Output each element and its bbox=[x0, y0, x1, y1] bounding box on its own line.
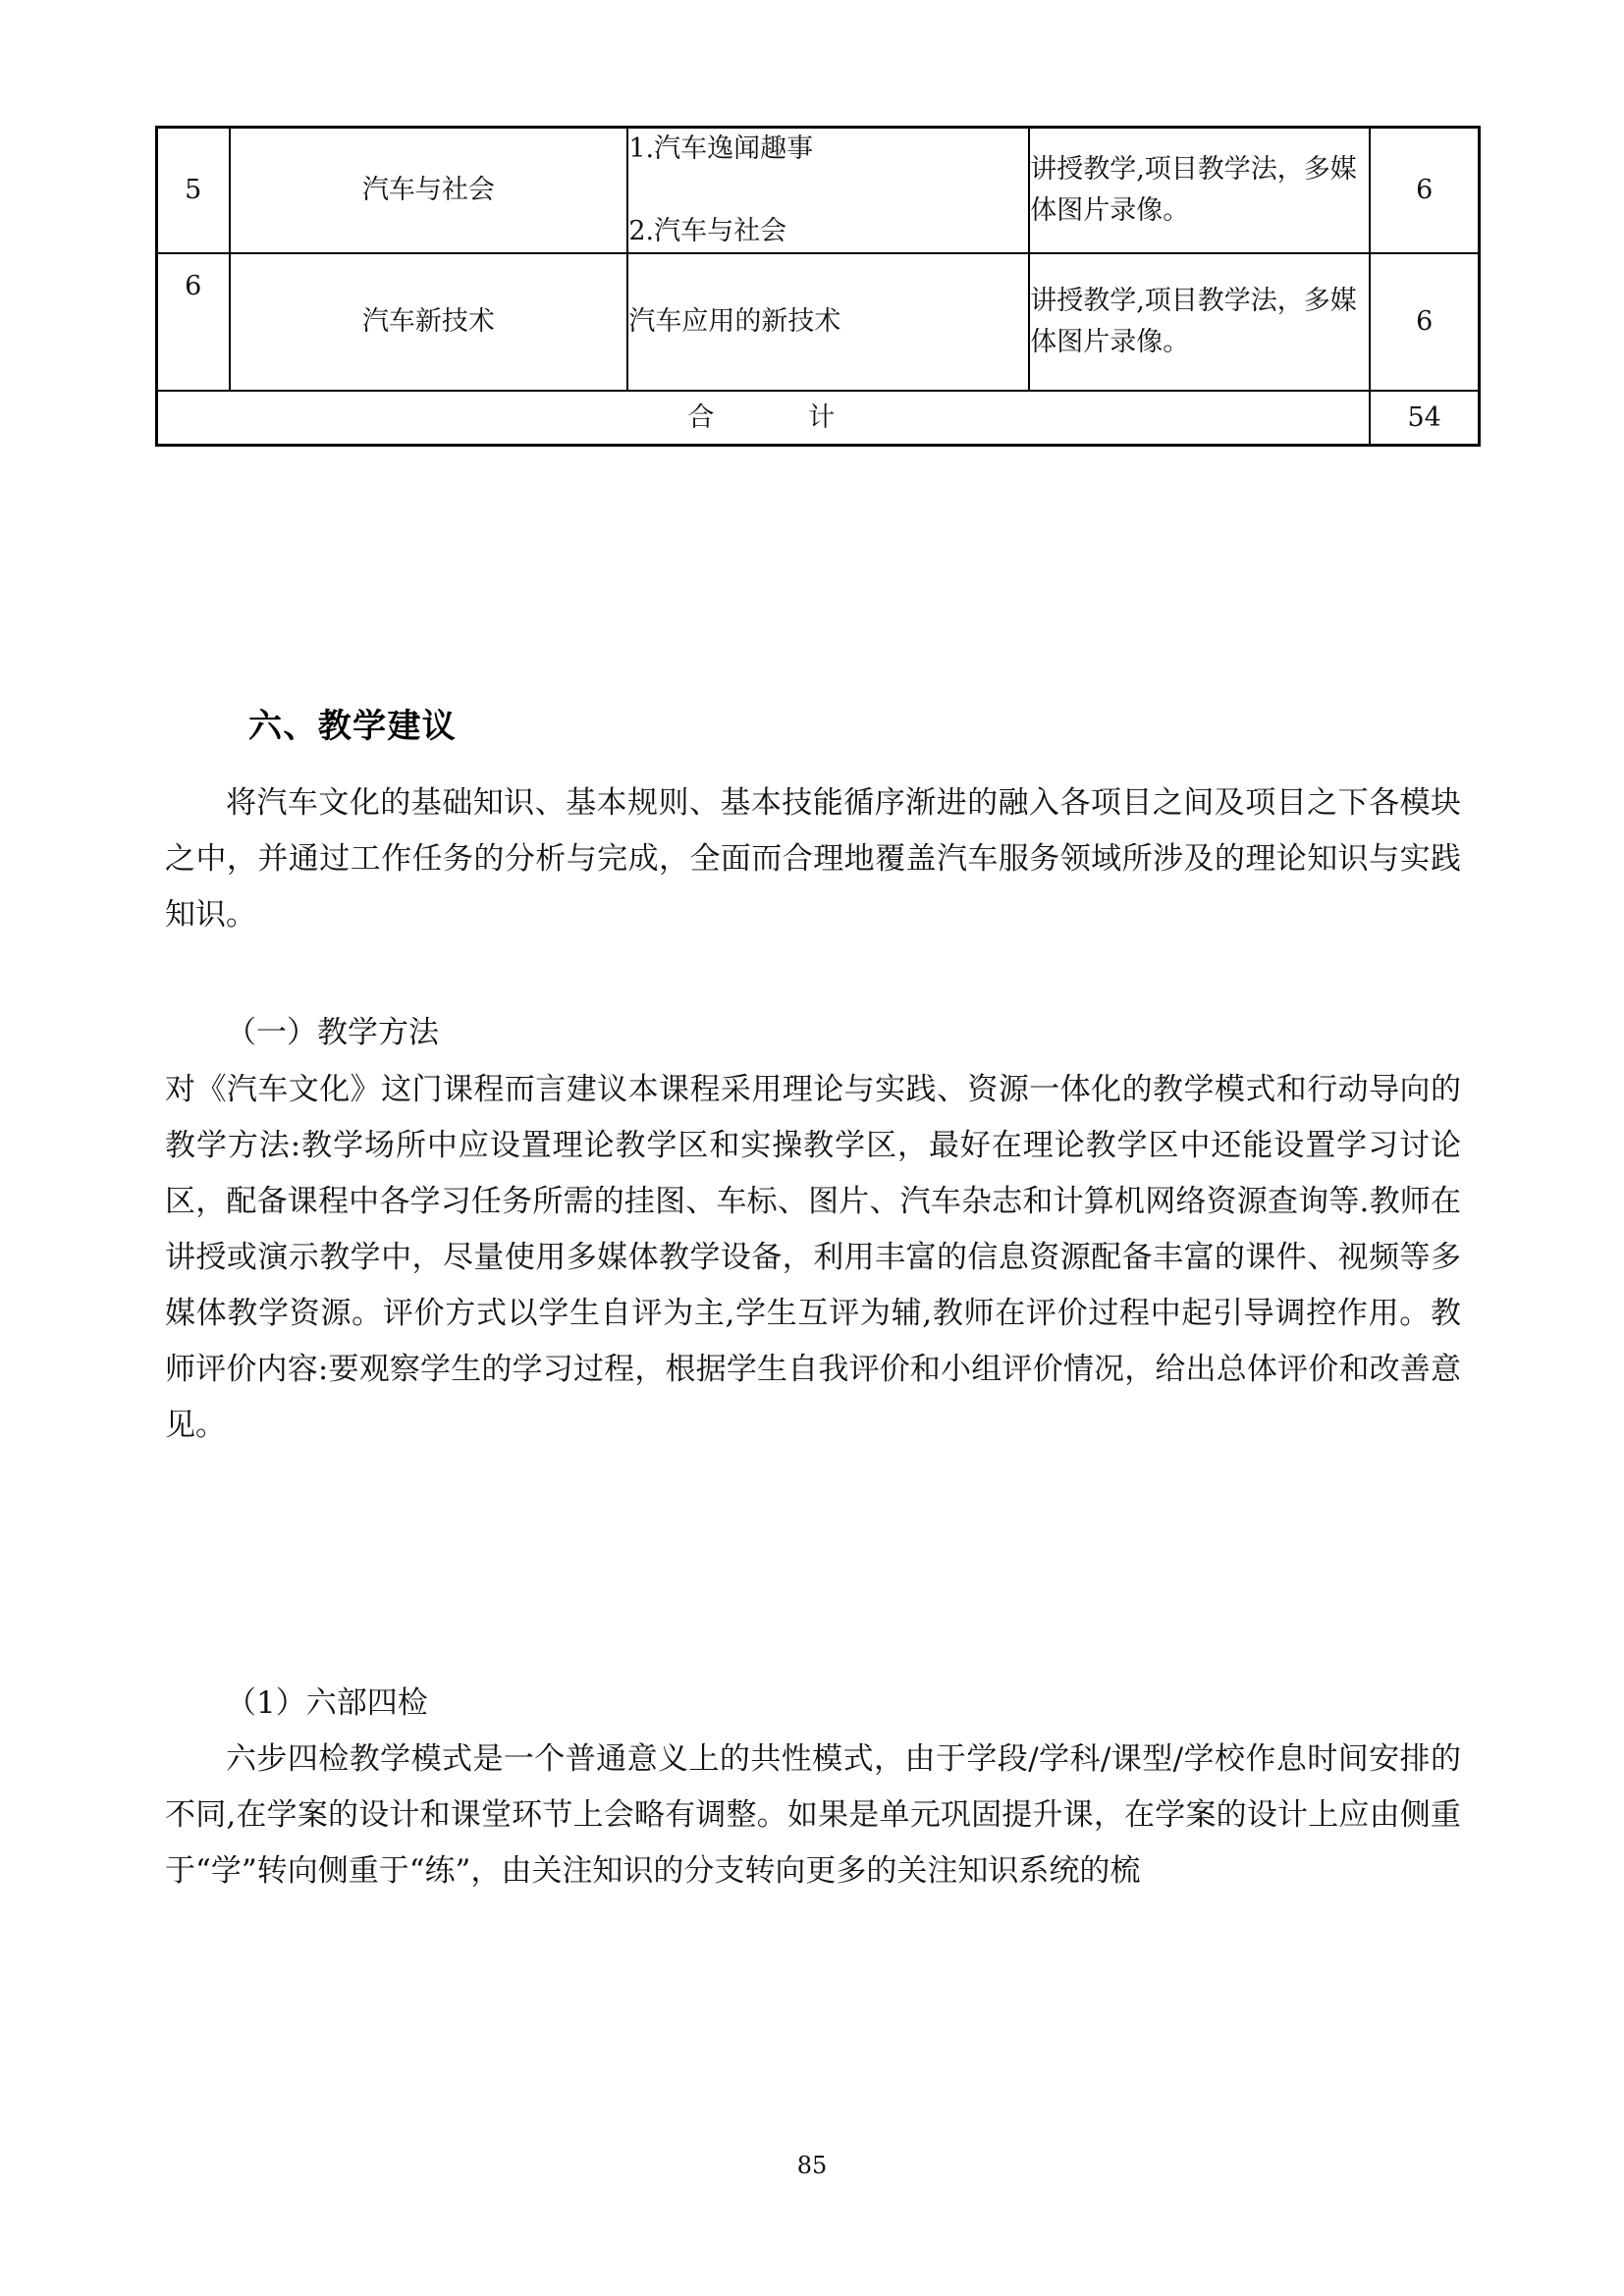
table-cell-total-hours: 54 bbox=[1370, 391, 1479, 446]
table-cell-total-label bbox=[157, 391, 1371, 446]
page-title: 六、教学建议 bbox=[248, 707, 458, 746]
table-cell-hours: 6 bbox=[1370, 128, 1479, 253]
course-content-table-wrapper bbox=[155, 126, 1481, 447]
table-cell-teaching-method: 讲授教学,项目教学法，多媒体图片录像。 bbox=[1029, 253, 1370, 391]
paragraph-teaching-method: 对《汽车文化》这门课程而言建议本课程采用理论与实践、资源一体化的教学模式和行动导向的教学方法:教学场所中应设置理论教学区和实操教学区，最好在理论教学区中还能设置学习讨论区，配备课程中各学习任务所需的挂图、车标、图片、汽车杂志和计算机网络资源查询等.教师在讲授或演示教学中，尽量使用多媒体教学设备，利用丰富的信息资源配备丰富的课件、视频等多媒体教学资源。评价方式以学生自评为主,学生互评为辅,教师在评价过程中起引导调控作用。教师评价内容:要观察学生的学习过程，根据学生自我评价和小组评价情况，给出总体评价和改善意见。 bbox=[165, 1072, 1461, 1443]
table-cell-hours: 6 bbox=[1370, 253, 1479, 391]
table-row-total bbox=[157, 391, 1480, 446]
table-cell-learning-items bbox=[627, 128, 1029, 253]
table-cell-serial-number: 5 bbox=[157, 128, 230, 253]
table-row bbox=[157, 128, 1480, 253]
table-cell-project-name: 汽车与社会 bbox=[230, 128, 628, 253]
total-label-left: 合 bbox=[687, 401, 720, 433]
table-row bbox=[157, 253, 1480, 391]
total-label-right: 计 bbox=[808, 401, 840, 433]
paragraph-six-step-four-check: 六步四检教学模式是一个普通意义上的共性模式，由于学段/学科/课型/学校作息时间安排的不同,在学案的设计和课堂环节上会略有调整。如果是单元巩固提升课，在学案的设计上应由侧重于“学”转向侧重于“练”，由关注知识的分支转向更多的关注知识系统的梳 bbox=[165, 1741, 1461, 1889]
paragraph-intro: 将汽车文化的基础知识、基本规则、基本技能循序渐进的融入各项目之间及项目之下各模块之中，并通过工作任务的分析与完成，全面而合理地覆盖汽车服务领域所涉及的理论知识与实践知识。 bbox=[165, 785, 1461, 933]
learning-item: 2.汽车与社会 bbox=[628, 215, 787, 246]
table-cell-serial-number: 6 bbox=[157, 253, 230, 391]
learning-items-spacer bbox=[628, 170, 1028, 211]
subsection-heading-teaching-method: （一）教学方法 bbox=[226, 1015, 439, 1050]
table-cell-project-name: 汽车新技术 bbox=[230, 253, 628, 391]
table-cell-learning-items: 汽车应用的新技术 bbox=[627, 253, 1029, 391]
learning-item: 1.汽车逸闻趣事 bbox=[628, 133, 814, 164]
subsection-heading-six-step-four-check: （1）六部四检 bbox=[226, 1685, 428, 1721]
table-cell-teaching-method: 讲授教学,项目教学法，多媒体图片录像。 bbox=[1029, 128, 1370, 253]
page-number: 85 bbox=[796, 2152, 828, 2179]
course-content-table bbox=[155, 126, 1481, 447]
